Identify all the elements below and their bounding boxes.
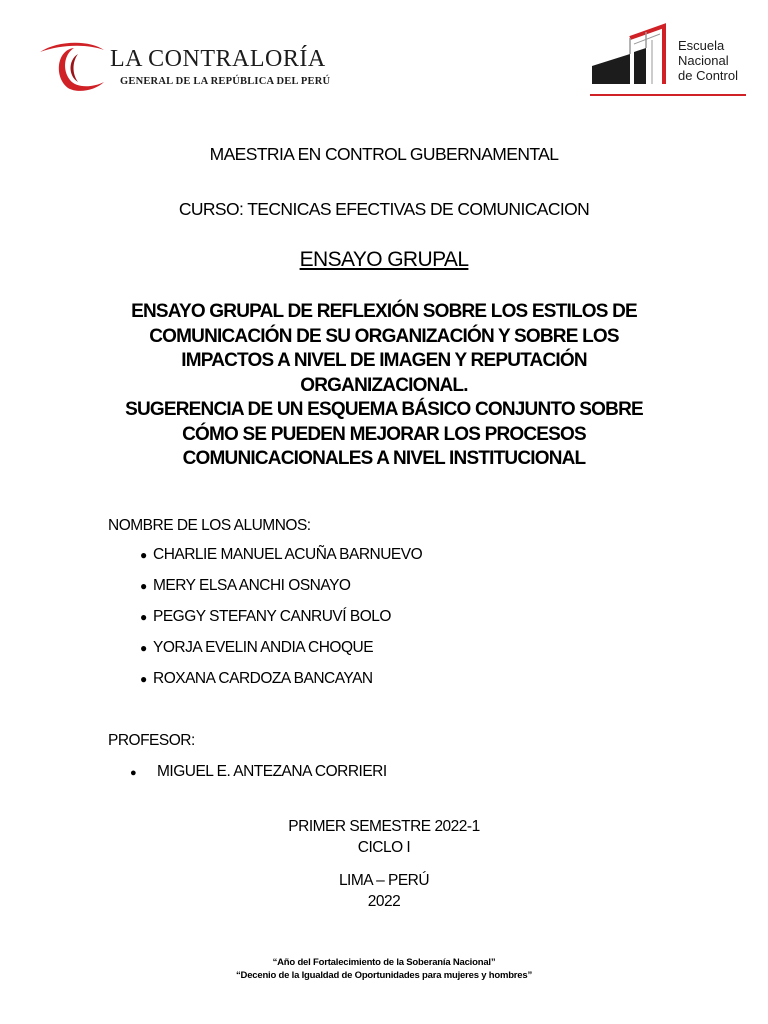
city-text: LIMA – PERÚ (338, 872, 430, 889)
footer-slogans (0, 956, 768, 982)
footer-line: “Decenio de la Igualdad de Oportunidades para mujeres y hombres” (235, 970, 533, 981)
list-item (140, 670, 422, 701)
list-item (140, 577, 422, 608)
header-red-rule (590, 94, 746, 96)
topic-line: ENSAYO GRUPAL DE REFLEXIÓN SOBRE LOS ESTILOS DE (131, 301, 637, 322)
semester-text: PRIMER SEMESTRE 2022-1 (288, 818, 480, 835)
students-label: NOMBRE DE LOS ALUMNOS: (108, 517, 311, 534)
bullet-icon: ● (140, 610, 147, 624)
essay-topic (0, 300, 768, 472)
bullet-icon: ● (130, 767, 137, 779)
topic-line: SUGERENCIA DE UN ESQUEMA BÁSICO CONJUNTO SOBRE (125, 399, 643, 420)
student-name: PEGGY STEFANY CANRUVÍ BOLO (153, 608, 391, 625)
list-item (140, 608, 422, 639)
professor-name: MIGUEL E. ANTEZANA CORRIERI (157, 763, 387, 780)
topic-line: IMPACTOS A NIVEL DE IMAGEN Y REPUTACIÓN (181, 350, 587, 371)
contraloria-title: LA CONTRALORÍA (110, 46, 326, 72)
document-type-heading: ENSAYO GRUPAL (299, 248, 469, 271)
contraloria-logo (38, 38, 331, 98)
list-item (140, 639, 422, 670)
professor-item (130, 763, 387, 781)
location-block (0, 870, 768, 912)
escuela-nacional-text (678, 38, 738, 83)
document-header (0, 0, 768, 110)
list-item (140, 546, 422, 577)
student-name: CHARLIE MANUEL ACUÑA BARNUEVO (153, 546, 423, 563)
bullet-icon: ● (140, 641, 147, 655)
nacional-line: Nacional (678, 53, 729, 68)
bullet-icon: ● (140, 548, 147, 562)
student-name: YORJA EVELIN ANDIA CHOQUE (153, 639, 374, 656)
footer-line: “Año del Fortalecimiento de la Soberanía Nacional” (272, 957, 496, 968)
de-control-line: de Control (678, 68, 738, 83)
bullet-icon: ● (140, 672, 147, 686)
program-title: MAESTRIA EN CONTROL GUBERNAMENTAL (209, 144, 559, 164)
students-list (140, 546, 422, 701)
escuela-building-icon (590, 20, 676, 88)
student-name: MERY ELSA ANCHI OSNAYO (153, 577, 351, 594)
contraloria-emblem-icon (38, 38, 110, 98)
escuela-line: Escuela (678, 38, 725, 53)
escuela-nacional-logo (590, 20, 750, 90)
topic-line: CÓMO SE PUEDEN MEJORAR LOS PROCESOS (182, 423, 586, 445)
contraloria-subtitle: GENERAL DE LA REPÚBLICA DEL PERÚ (120, 76, 331, 87)
cycle-text: CICLO I (357, 839, 411, 856)
topic-line: ORGANIZACIONAL. (300, 374, 468, 396)
semester-block (0, 816, 768, 858)
topic-line: COMUNICACIONALES A NIVEL INSTITUCIONAL (182, 448, 586, 469)
topic-line: COMUNICACIÓN DE SU ORGANIZACIÓN Y SOBRE LOS (149, 325, 619, 347)
bullet-icon: ● (140, 579, 147, 593)
course-title: CURSO: TECNICAS EFECTIVAS DE COMUNICACION (178, 199, 590, 219)
year-text: 2022 (367, 893, 401, 910)
student-name: ROXANA CARDOZA BANCAYAN (153, 670, 373, 687)
professor-label: PROFESOR: (108, 732, 195, 749)
